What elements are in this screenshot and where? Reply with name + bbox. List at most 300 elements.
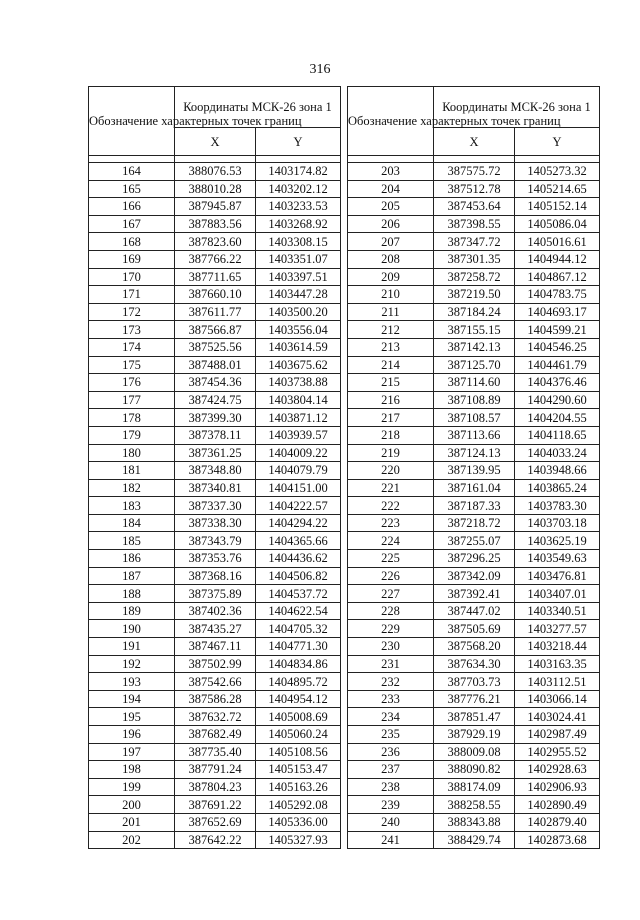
x-coordinate-cell: 387735.40 <box>175 743 256 761</box>
x-coordinate-cell: 387114.60 <box>434 374 515 392</box>
x-coordinate-cell: 387187.33 <box>434 497 515 515</box>
point-id-cell: 240 <box>348 813 434 831</box>
table-row <box>348 550 600 568</box>
x-coordinate-cell: 387823.60 <box>175 233 256 251</box>
y-coordinate-cell: 1403614.59 <box>256 338 341 356</box>
y-coordinate-cell: 1405214.65 <box>515 180 600 198</box>
table-row <box>348 673 600 691</box>
point-id-cell: 216 <box>348 391 434 409</box>
x-coordinate-cell: 387398.55 <box>434 215 515 233</box>
x-coordinate-cell: 387512.78 <box>434 180 515 198</box>
page-number: 316 <box>309 62 331 77</box>
point-id-cell: 214 <box>348 356 434 374</box>
point-id-cell: 205 <box>348 198 434 216</box>
table-row <box>348 338 600 356</box>
x-coordinate-cell: 387184.24 <box>434 303 515 321</box>
point-id-cell: 211 <box>348 303 434 321</box>
point-id-cell: 191 <box>89 638 175 656</box>
y-coordinate-cell: 1403703.18 <box>515 514 600 532</box>
point-id-cell: 212 <box>348 321 434 339</box>
x-coordinate-cell: 387108.89 <box>434 391 515 409</box>
x-coordinate-cell: 388009.08 <box>434 743 515 761</box>
table-row <box>89 426 341 444</box>
y-coordinate-cell: 1403233.53 <box>256 198 341 216</box>
coordinates-header: Координаты МСК-26 зона 1 <box>175 87 341 128</box>
point-id-cell: 208 <box>348 250 434 268</box>
table-row <box>348 356 600 374</box>
table-row <box>348 726 600 744</box>
x-coordinate-cell: 388174.09 <box>434 778 515 796</box>
designation-header: Обозначение характерных точек границ <box>348 87 434 156</box>
point-id-cell: 225 <box>348 550 434 568</box>
y-coordinate-cell: 1404436.62 <box>256 550 341 568</box>
table-row <box>348 462 600 480</box>
x-coordinate-cell: 387142.13 <box>434 338 515 356</box>
point-id-cell: 183 <box>89 497 175 515</box>
point-id-cell: 171 <box>89 286 175 304</box>
y-coordinate-cell: 1402955.52 <box>515 743 600 761</box>
point-id-cell: 199 <box>89 778 175 796</box>
table-row <box>89 726 341 744</box>
point-id-cell: 192 <box>89 655 175 673</box>
table-row <box>89 497 341 515</box>
table-row <box>89 550 341 568</box>
table-row <box>89 532 341 550</box>
table-row <box>348 233 600 251</box>
x-coordinate-cell: 388343.88 <box>434 813 515 831</box>
table-row <box>89 180 341 198</box>
table-row <box>348 690 600 708</box>
point-id-cell: 193 <box>89 673 175 691</box>
y-coordinate-cell: 1404546.25 <box>515 338 600 356</box>
header-spacer-row <box>89 156 341 163</box>
y-coordinate-cell: 1403277.57 <box>515 620 600 638</box>
table-row <box>89 831 341 849</box>
coordinates-table-right <box>347 86 600 849</box>
y-coordinate-cell: 1402879.40 <box>515 813 600 831</box>
y-coordinate-cell: 1404895.72 <box>256 673 341 691</box>
table-row <box>348 831 600 849</box>
table-row <box>348 602 600 620</box>
table-row <box>348 778 600 796</box>
table-row <box>89 673 341 691</box>
y-coordinate-cell: 1404705.32 <box>256 620 341 638</box>
point-id-cell: 231 <box>348 655 434 673</box>
x-coordinate-cell: 387343.79 <box>175 532 256 550</box>
x-coordinate-cell: 387682.49 <box>175 726 256 744</box>
point-id-cell: 234 <box>348 708 434 726</box>
y-coordinate-cell: 1403783.30 <box>515 497 600 515</box>
y-coordinate-cell: 1405152.14 <box>515 198 600 216</box>
x-coordinate-cell: 387467.11 <box>175 638 256 656</box>
x-coordinate-cell: 387124.13 <box>434 444 515 462</box>
y-coordinate-cell: 1403268.92 <box>256 215 341 233</box>
x-coordinate-cell: 387929.19 <box>434 726 515 744</box>
table-row <box>348 585 600 603</box>
point-id-cell: 233 <box>348 690 434 708</box>
table-row <box>348 638 600 656</box>
point-id-cell: 178 <box>89 409 175 427</box>
point-id-cell: 239 <box>348 796 434 814</box>
point-id-cell: 215 <box>348 374 434 392</box>
point-id-cell: 222 <box>348 497 434 515</box>
point-id-cell: 166 <box>89 198 175 216</box>
point-id-cell: 184 <box>89 514 175 532</box>
point-id-cell: 202 <box>89 831 175 849</box>
table-row <box>348 514 600 532</box>
x-coordinate-cell: 388090.82 <box>434 761 515 779</box>
x-coordinate-cell: 387525.56 <box>175 338 256 356</box>
y-coordinate-cell: 1404506.82 <box>256 567 341 585</box>
table-row <box>89 796 341 814</box>
x-coordinate-cell: 387340.81 <box>175 479 256 497</box>
point-id-cell: 180 <box>89 444 175 462</box>
table-row <box>348 444 600 462</box>
point-id-cell: 221 <box>348 479 434 497</box>
table-row <box>348 426 600 444</box>
x-coordinate-cell: 387642.22 <box>175 831 256 849</box>
table-row <box>89 338 341 356</box>
designation-header: Обозначение характерных точек границ <box>89 87 175 156</box>
x-coordinate-cell: 387338.30 <box>175 514 256 532</box>
table-row <box>348 813 600 831</box>
table-row <box>348 497 600 515</box>
table-body-left <box>89 163 341 849</box>
y-coordinate-cell: 1403202.12 <box>256 180 341 198</box>
point-id-cell: 228 <box>348 602 434 620</box>
point-id-cell: 209 <box>348 268 434 286</box>
x-coordinate-cell: 387368.16 <box>175 567 256 585</box>
x-coordinate-cell: 388076.53 <box>175 163 256 181</box>
table-row <box>348 532 600 550</box>
x-column-header: X <box>175 128 256 156</box>
y-coordinate-cell: 1403871.12 <box>256 409 341 427</box>
y-coordinate-cell: 1403447.28 <box>256 286 341 304</box>
table-row <box>89 462 341 480</box>
x-coordinate-cell: 387488.01 <box>175 356 256 374</box>
point-id-cell: 190 <box>89 620 175 638</box>
point-id-cell: 229 <box>348 620 434 638</box>
x-coordinate-cell: 387568.20 <box>434 638 515 656</box>
x-coordinate-cell: 387586.28 <box>175 690 256 708</box>
y-coordinate-cell: 1405163.26 <box>256 778 341 796</box>
y-coordinate-cell: 1403112.51 <box>515 673 600 691</box>
x-coordinate-cell: 387660.10 <box>175 286 256 304</box>
y-coordinate-cell: 1403163.35 <box>515 655 600 673</box>
x-column-header: X <box>434 128 515 156</box>
y-coordinate-cell: 1404783.75 <box>515 286 600 304</box>
table-row <box>348 761 600 779</box>
point-id-cell: 230 <box>348 638 434 656</box>
point-id-cell: 200 <box>89 796 175 814</box>
y-coordinate-cell: 1403625.19 <box>515 532 600 550</box>
point-id-cell: 181 <box>89 462 175 480</box>
y-coordinate-cell: 1404033.24 <box>515 444 600 462</box>
y-coordinate-cell: 1405008.69 <box>256 708 341 726</box>
y-coordinate-cell: 1404290.60 <box>515 391 600 409</box>
point-id-cell: 206 <box>348 215 434 233</box>
y-coordinate-cell: 1405153.47 <box>256 761 341 779</box>
point-id-cell: 223 <box>348 514 434 532</box>
x-coordinate-cell: 387161.04 <box>434 479 515 497</box>
y-coordinate-cell: 1402987.49 <box>515 726 600 744</box>
point-id-cell: 176 <box>89 374 175 392</box>
point-id-cell: 203 <box>348 163 434 181</box>
table-row <box>348 796 600 814</box>
table-row <box>89 198 341 216</box>
point-id-cell: 210 <box>348 286 434 304</box>
x-coordinate-cell: 387301.35 <box>434 250 515 268</box>
table-row <box>348 268 600 286</box>
x-coordinate-cell: 387255.07 <box>434 532 515 550</box>
x-coordinate-cell: 387776.21 <box>434 690 515 708</box>
y-coordinate-cell: 1403675.62 <box>256 356 341 374</box>
point-id-cell: 172 <box>89 303 175 321</box>
coordinates-table-left <box>88 86 341 849</box>
y-coordinate-cell: 1403024.41 <box>515 708 600 726</box>
table-row <box>348 286 600 304</box>
y-coordinate-cell: 1404365.66 <box>256 532 341 550</box>
y-coordinate-cell: 1404954.12 <box>256 690 341 708</box>
table-row <box>89 567 341 585</box>
point-id-cell: 226 <box>348 567 434 585</box>
x-coordinate-cell: 387652.69 <box>175 813 256 831</box>
x-coordinate-cell: 387347.72 <box>434 233 515 251</box>
y-coordinate-cell: 1404461.79 <box>515 356 600 374</box>
x-coordinate-cell: 387851.47 <box>434 708 515 726</box>
y-column-header: Y <box>256 128 341 156</box>
y-coordinate-cell: 1403351.07 <box>256 250 341 268</box>
table-row <box>89 391 341 409</box>
point-id-cell: 220 <box>348 462 434 480</box>
table-row <box>89 321 341 339</box>
table-row <box>89 638 341 656</box>
point-id-cell: 218 <box>348 426 434 444</box>
x-coordinate-cell: 387402.36 <box>175 602 256 620</box>
x-coordinate-cell: 387453.64 <box>434 198 515 216</box>
x-coordinate-cell: 387502.99 <box>175 655 256 673</box>
y-coordinate-cell: 1402928.63 <box>515 761 600 779</box>
point-id-cell: 194 <box>89 690 175 708</box>
table-row <box>89 620 341 638</box>
point-id-cell: 195 <box>89 708 175 726</box>
y-coordinate-cell: 1403174.82 <box>256 163 341 181</box>
x-coordinate-cell: 387883.56 <box>175 215 256 233</box>
x-coordinate-cell: 387219.50 <box>434 286 515 304</box>
table-row <box>348 567 600 585</box>
point-id-cell: 186 <box>89 550 175 568</box>
point-id-cell: 217 <box>348 409 434 427</box>
y-coordinate-cell: 1404537.72 <box>256 585 341 603</box>
x-coordinate-cell: 387703.73 <box>434 673 515 691</box>
table-row <box>348 620 600 638</box>
y-coordinate-cell: 1405336.00 <box>256 813 341 831</box>
table-row <box>89 655 341 673</box>
x-coordinate-cell: 387505.69 <box>434 620 515 638</box>
table-row <box>89 233 341 251</box>
y-coordinate-cell: 1402906.93 <box>515 778 600 796</box>
y-coordinate-cell: 1405060.24 <box>256 726 341 744</box>
x-coordinate-cell: 388258.55 <box>434 796 515 814</box>
y-coordinate-cell: 1403804.14 <box>256 391 341 409</box>
table-row <box>348 303 600 321</box>
y-coordinate-cell: 1403948.66 <box>515 462 600 480</box>
table-row <box>348 655 600 673</box>
point-id-cell: 204 <box>348 180 434 198</box>
point-id-cell: 167 <box>89 215 175 233</box>
x-coordinate-cell: 387125.70 <box>434 356 515 374</box>
y-coordinate-cell: 1404867.12 <box>515 268 600 286</box>
table-row <box>348 374 600 392</box>
y-coordinate-cell: 1404294.22 <box>256 514 341 532</box>
x-coordinate-cell: 387575.72 <box>434 163 515 181</box>
x-coordinate-cell: 387337.30 <box>175 497 256 515</box>
x-coordinate-cell: 387632.72 <box>175 708 256 726</box>
y-coordinate-cell: 1404622.54 <box>256 602 341 620</box>
table-row <box>89 303 341 321</box>
y-coordinate-cell: 1402890.49 <box>515 796 600 814</box>
x-coordinate-cell: 387348.80 <box>175 462 256 480</box>
x-coordinate-cell: 387634.30 <box>434 655 515 673</box>
y-coordinate-cell: 1404118.65 <box>515 426 600 444</box>
y-coordinate-cell: 1405273.32 <box>515 163 600 181</box>
point-id-cell: 177 <box>89 391 175 409</box>
x-coordinate-cell: 387542.66 <box>175 673 256 691</box>
point-id-cell: 169 <box>89 250 175 268</box>
y-coordinate-cell: 1405292.08 <box>256 796 341 814</box>
x-coordinate-cell: 387711.65 <box>175 268 256 286</box>
table-row <box>89 761 341 779</box>
x-coordinate-cell: 387258.72 <box>434 268 515 286</box>
point-id-cell: 179 <box>89 426 175 444</box>
table-row <box>89 409 341 427</box>
point-id-cell: 165 <box>89 180 175 198</box>
point-id-cell: 207 <box>348 233 434 251</box>
y-coordinate-cell: 1404079.79 <box>256 462 341 480</box>
point-id-cell: 201 <box>89 813 175 831</box>
table-row <box>348 250 600 268</box>
y-coordinate-cell: 1404009.22 <box>256 444 341 462</box>
y-coordinate-cell: 1404599.21 <box>515 321 600 339</box>
y-coordinate-cell: 1405108.56 <box>256 743 341 761</box>
point-id-cell: 236 <box>348 743 434 761</box>
point-id-cell: 187 <box>89 567 175 585</box>
point-id-cell: 227 <box>348 585 434 603</box>
x-coordinate-cell: 387353.76 <box>175 550 256 568</box>
point-id-cell: 182 <box>89 479 175 497</box>
table-row <box>89 444 341 462</box>
y-coordinate-cell: 1404693.17 <box>515 303 600 321</box>
y-coordinate-cell: 1404944.12 <box>515 250 600 268</box>
table-row <box>89 778 341 796</box>
table-row <box>348 180 600 198</box>
table-row <box>89 286 341 304</box>
y-coordinate-cell: 1403500.20 <box>256 303 341 321</box>
table-row <box>89 479 341 497</box>
point-id-cell: 189 <box>89 602 175 620</box>
point-id-cell: 188 <box>89 585 175 603</box>
table-body-right <box>348 163 600 849</box>
x-coordinate-cell: 387361.25 <box>175 444 256 462</box>
x-coordinate-cell: 387804.23 <box>175 778 256 796</box>
y-coordinate-cell: 1402873.68 <box>515 831 600 849</box>
table-row <box>89 268 341 286</box>
y-coordinate-cell: 1403556.04 <box>256 321 341 339</box>
x-coordinate-cell: 387791.24 <box>175 761 256 779</box>
y-coordinate-cell: 1404222.57 <box>256 497 341 515</box>
y-coordinate-cell: 1403738.88 <box>256 374 341 392</box>
point-id-cell: 197 <box>89 743 175 761</box>
point-id-cell: 170 <box>89 268 175 286</box>
y-coordinate-cell: 1404771.30 <box>256 638 341 656</box>
y-coordinate-cell: 1405327.93 <box>256 831 341 849</box>
y-coordinate-cell: 1404204.55 <box>515 409 600 427</box>
coordinates-header: Координаты МСК-26 зона 1 <box>434 87 600 128</box>
table-row <box>89 514 341 532</box>
y-coordinate-cell: 1403397.51 <box>256 268 341 286</box>
y-coordinate-cell: 1404151.00 <box>256 479 341 497</box>
table-row <box>89 585 341 603</box>
x-coordinate-cell: 388429.74 <box>434 831 515 849</box>
x-coordinate-cell: 387392.41 <box>434 585 515 603</box>
table-row <box>89 374 341 392</box>
x-coordinate-cell: 387945.87 <box>175 198 256 216</box>
point-id-cell: 238 <box>348 778 434 796</box>
table-row <box>89 743 341 761</box>
x-coordinate-cell: 387766.22 <box>175 250 256 268</box>
table-row <box>89 602 341 620</box>
x-coordinate-cell: 387342.09 <box>434 567 515 585</box>
x-coordinate-cell: 387424.75 <box>175 391 256 409</box>
point-id-cell: 196 <box>89 726 175 744</box>
point-id-cell: 237 <box>348 761 434 779</box>
table-row <box>89 690 341 708</box>
point-id-cell: 174 <box>89 338 175 356</box>
x-coordinate-cell: 387691.22 <box>175 796 256 814</box>
y-coordinate-cell: 1403865.24 <box>515 479 600 497</box>
table-row <box>89 356 341 374</box>
x-coordinate-cell: 388010.28 <box>175 180 256 198</box>
table-row <box>348 743 600 761</box>
point-id-cell: 164 <box>89 163 175 181</box>
y-coordinate-cell: 1403476.81 <box>515 567 600 585</box>
x-coordinate-cell: 387139.95 <box>434 462 515 480</box>
y-coordinate-cell: 1404834.86 <box>256 655 341 673</box>
x-coordinate-cell: 387399.30 <box>175 409 256 427</box>
x-coordinate-cell: 387447.02 <box>434 602 515 620</box>
table-row <box>89 215 341 233</box>
x-coordinate-cell: 387375.89 <box>175 585 256 603</box>
y-coordinate-cell: 1405086.04 <box>515 215 600 233</box>
point-id-cell: 219 <box>348 444 434 462</box>
table-row <box>89 708 341 726</box>
x-coordinate-cell: 387296.25 <box>434 550 515 568</box>
point-id-cell: 224 <box>348 532 434 550</box>
y-coordinate-cell: 1403407.01 <box>515 585 600 603</box>
table-row <box>348 215 600 233</box>
point-id-cell: 168 <box>89 233 175 251</box>
y-coordinate-cell: 1404376.46 <box>515 374 600 392</box>
table-row <box>348 163 600 181</box>
point-id-cell: 235 <box>348 726 434 744</box>
point-id-cell: 213 <box>348 338 434 356</box>
table-row <box>348 391 600 409</box>
x-coordinate-cell: 387113.66 <box>434 426 515 444</box>
y-coordinate-cell: 1403218.44 <box>515 638 600 656</box>
x-coordinate-cell: 387435.27 <box>175 620 256 638</box>
table-row <box>89 163 341 181</box>
header-spacer-row <box>348 156 600 163</box>
